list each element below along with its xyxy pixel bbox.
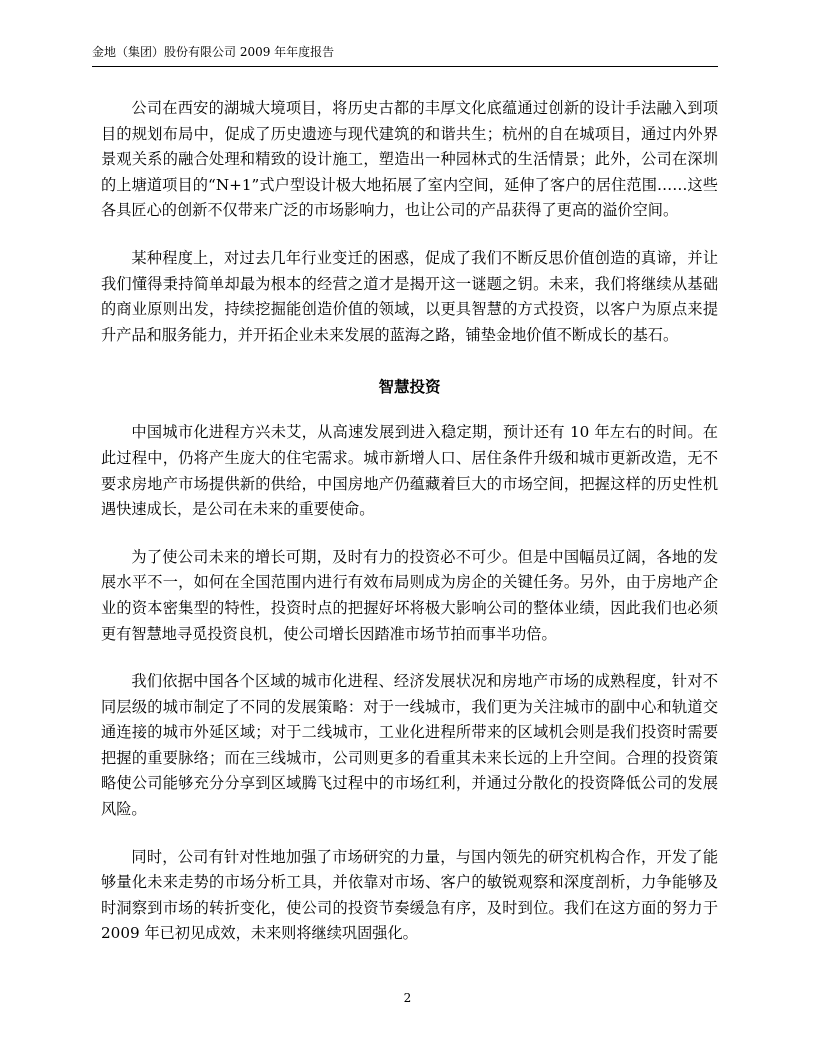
- header-divider: [92, 66, 718, 67]
- section-heading: 智慧投资: [378, 377, 441, 397]
- paragraph: 公司在西安的湖城大境项目，将历史古都的丰厚文化底蕴通过创新的设计手法融入到项目的规划布局中，促成了历史遗迹与现代建筑的和谐共生；杭州的自在城项目，通过内外界景观关系的融合处理和精致的设计施工，塑造出一种园林式的生活情景；此外，公司在深圳的上塘道项目的“N+1”式户型设计极大地拓展了室内空间，延伸了客户的居住范围……这些各具匠心的创新不仅带来广泛的市场影响力，也让公司的产品获得了更高的溢价空间。: [101, 99, 718, 220]
- page-number: 2: [403, 991, 412, 1005]
- header-title: 金地（集团）股份有限公司 2009 年年度报告: [92, 45, 335, 59]
- paragraph: 某种程度上，对过去几年行业变迁的困惑，促成了我们不断反思价值创造的真谛，并让我们懂得秉持简单却最为根本的经营之道才是揭开这一谜题之钥。未来，我们将继续从基础的商业原则出发，持续挖掘能创造价值的领域，以更具智慧的方式投资，以客户为原点来提升产品和服务能力，并开拓企业未来发展的蓝海之路，铺垫金地价值不断成长的基石。: [101, 248, 718, 344]
- page-body: [101, 96, 718, 947]
- paragraph: 中国城市化进程方兴未艾，从高速发展到进入稳定期，预计还有 10 年左右的时间。在此过程中，仍将产生庞大的住宅需求。城市新增人口、居住条件升级和城市更新改造，无不要求房地产市场提供新的供给，中国房地产仍蕴藏着巨大的市场空间，把握这样的历史性机遇快速成长，是公司在未来的重要使命。: [101, 423, 718, 519]
- paragraph: 同时，公司有针对性地加强了市场研究的力量，与国内领先的研究机构合作，开发了能够量化未来走势的市场分析工具，并依靠对市场、客户的敏锐观察和深度剖析，力争能够及时洞察到市场的转折变化，使公司的投资节奏缓急有序，及时到位。我们在这方面的努力于 2009 年已初见成效，未来则将继续巩固强化。: [101, 847, 718, 943]
- paragraph: 我们依据中国各个区域的城市化进程、经济发展状况和房地产市场的成熟程度，针对不同层级的城市制定了不同的发展策略：对于一线城市，我们更为关注城市的副中心和轨道交通连接的城市外延区域；对于二线城市，工业化进程所带来的区域机会则是我们投资时需要把握的重要脉络；而在三线城市，公司则更多的看重其未来长远的上升空间。合理的投资策略使公司能够充分分享到区域腾飞过程中的市场红利，并通过分散化的投资降低公司的发展风险。: [101, 672, 718, 819]
- page-header: [92, 44, 718, 66]
- paragraph: 为了使公司未来的增长可期，及时有力的投资必不可少。但是中国幅员辽阔，各地的发展水平不一，如何在全国范围内进行有效布局则成为房企的关键任务。另外，由于房地产企业的资本密集型的特性，投资时点的把握好坏将极大影响公司的整体业绩，因此我们也必须更有智慧地寻觅投资良机，使公司增长因踏准市场节拍而事半功倍。: [101, 547, 718, 643]
